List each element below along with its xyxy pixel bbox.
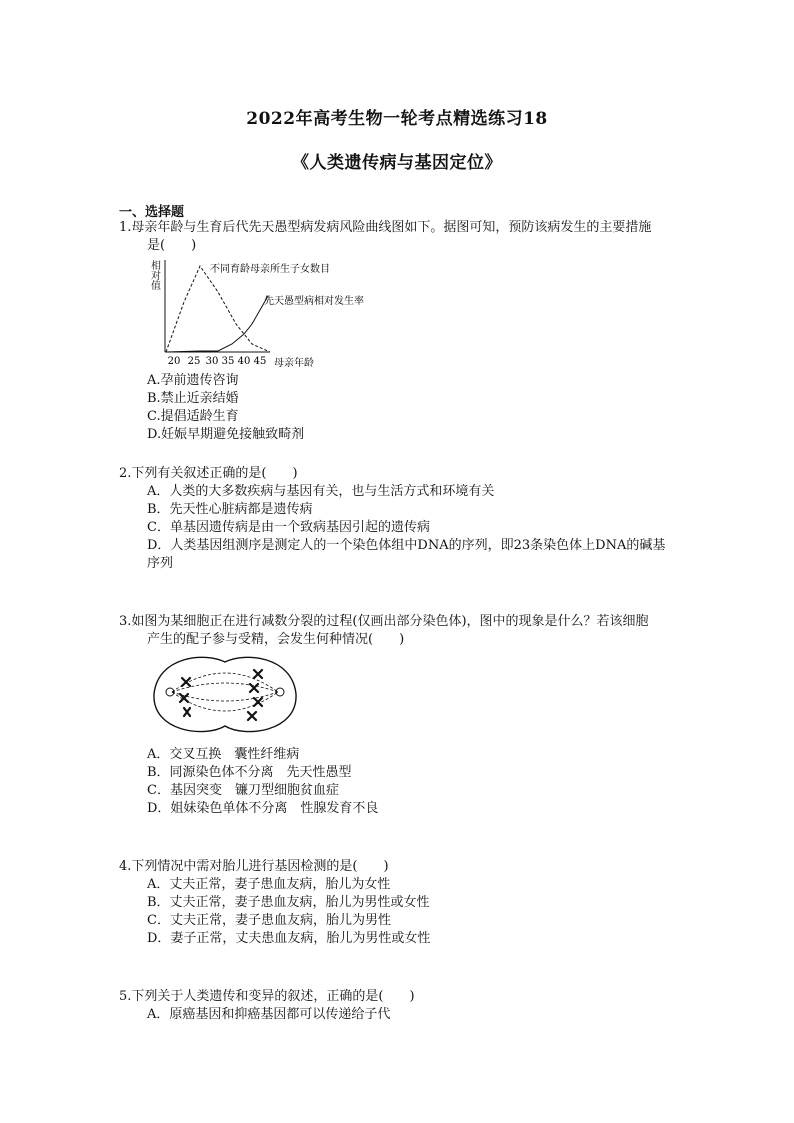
document-subtitle: 《人类遗传病与基因定位》 xyxy=(292,153,502,173)
chart-x-label: 母亲年龄 xyxy=(274,358,314,369)
question-2-option-d-cont: 序列 xyxy=(147,556,174,571)
question-3-stem: 3.如图为某细胞正在进行减数分裂的过程(仅画出部分染色体)，图中的现象是什么？若该细胞 xyxy=(119,614,649,629)
question-1-stem-cont: 是( ) xyxy=(147,238,197,253)
chart-tick-label: 40 xyxy=(237,356,251,367)
question-2-option-b: B．先天性心脏病都是遗传病 xyxy=(147,502,313,517)
chart-tick-label: 35 xyxy=(221,356,235,367)
chart-series-1-label: 不同育龄母亲所生子女数目 xyxy=(210,264,330,275)
question-1-stem: 1.母亲年龄与生育后代先天愚型病发病风险曲线图如下。据图可知，预防该病发生的主要措施 xyxy=(119,220,652,235)
question-3-option-d: D．姐妹染色单体不分离 性腺发育不良 xyxy=(147,801,379,816)
question-4-option-a: A．丈夫正常，妻子患血友病，胎儿为女性 xyxy=(147,877,391,892)
question-4-option-d: D．妻子正常，丈夫患血友病，胎儿为男性或女性 xyxy=(147,931,431,946)
question-5-option-a: A．原癌基因和抑癌基因都可以传递给子代 xyxy=(147,1007,391,1022)
question-2-option-c: C．单基因遗传病是由一个致病基因引起的遗传病 xyxy=(147,520,430,535)
meiosis-cell-diagram xyxy=(150,654,300,736)
question-2-stem: 2.下列有关叙述正确的是( ) xyxy=(119,466,298,481)
question-4-option-c: C．丈夫正常，妻子患血友病，胎儿为男性 xyxy=(147,913,391,928)
chart-tick-label: 20 xyxy=(167,356,181,367)
chart-series-children-count xyxy=(166,266,270,352)
chart-tick-label: 30 xyxy=(205,356,219,367)
chart-series-2-label: 先天愚型病相对发生率 xyxy=(264,296,364,307)
question-2-option-a: A．人类的大多数疾病与基因有关，也与生活方式和环境有关 xyxy=(147,484,495,499)
question-1-option-b: B.禁止近亲结婚 xyxy=(147,391,239,406)
maternal-age-risk-chart xyxy=(140,252,400,372)
chart-y-label: 相对值 xyxy=(148,260,160,290)
question-3-option-b: B．同源染色体不分离 先天性愚型 xyxy=(147,765,352,780)
question-1-option-d: D.妊娠早期避免接触致畸剂 xyxy=(147,427,305,442)
document-title: 2022年高考生物一轮考点精选练习18 xyxy=(246,109,548,129)
question-5-stem: 5.下列关于人类遗传和变异的叙述，正确的是( ) xyxy=(119,989,415,1004)
question-3-option-a: A．交叉互换 囊性纤维病 xyxy=(147,747,300,762)
chart-tick-label: 45 xyxy=(253,356,267,367)
question-3-option-c: C．基因突变 镰刀型细胞贫血症 xyxy=(147,783,339,798)
section-heading: 一、选择题 xyxy=(119,205,185,220)
question-3-stem-cont: 产生的配子参与受精，会发生何种情况( ) xyxy=(147,632,405,647)
question-1-option-a: A.孕前遗传咨询 xyxy=(147,373,239,388)
question-4-stem: 4.下列情况中需对胎儿进行基因检测的是( ) xyxy=(119,859,389,874)
chart-tick-label: 25 xyxy=(187,356,201,367)
question-1-option-c: C.提倡适龄生育 xyxy=(147,409,239,424)
chart-series-disease-rate xyxy=(166,296,268,352)
question-2-option-d: D．人类基因组测序是测定人的一个染色体组中DNA的序列，即23条染色体上DNA的碱基 xyxy=(147,538,666,553)
question-4-option-b: B．丈夫正常，妻子患血友病，胎儿为男性或女性 xyxy=(147,895,430,910)
